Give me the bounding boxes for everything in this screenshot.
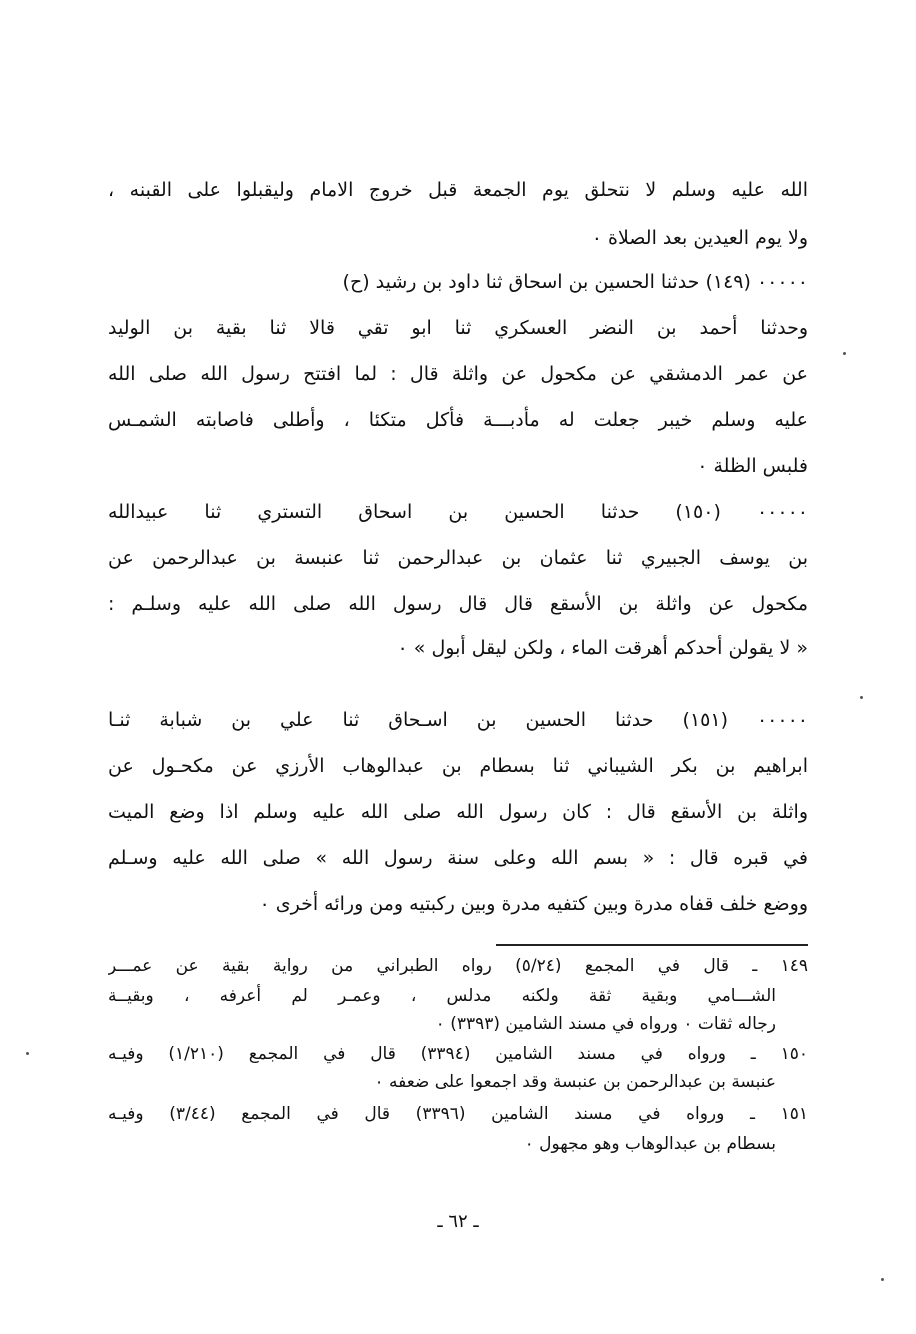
hadith-150-heading: ٠٠٠٠٠ (١٥٠) حدثنا الحسين بن اسحاق التستري ثنا عبيدالله — [108, 501, 808, 523]
footnote-line: رجاله ثقات ٠ ورواه في مسند الشامين (٣٣٩٣) ٠ — [435, 1014, 776, 1034]
scan-speck — [881, 1278, 884, 1281]
text-line: عن عمر الدمشقي عن مكحول عن واثلة قال : لما افتتح رسول الله صلى الله — [108, 363, 808, 385]
text-line: الله عليه وسلم لا نتحلق يوم الجمعة قبل خروج الامام وليقبلوا على القبنه ، — [108, 179, 808, 201]
text-line: فلبس الظلة ٠ — [697, 455, 808, 477]
footnote-line: عنبسة بن عبدالرحمن بن عنبسة وقد اجمعوا على ضعفه ٠ — [374, 1072, 776, 1092]
footnote-separator — [496, 944, 808, 946]
footnote-line: ١٥١ ـ ورواه في مسند الشامين (٣٣٩٦) قال في المجمع (٣/٤٤) وفيـه — [108, 1104, 808, 1124]
text-line: مكحول عن واثلة بن الأسقع قال قال رسول الله صلى الله عليه وسلـم : — [108, 593, 808, 615]
text-line: في قبره قال : « بسم الله وعلى سنة رسول الله » صلى الله عليه وسـلم — [108, 847, 808, 869]
text-line: « لا يقولن أحدكم أهرقت الماء ، ولكن ليقل أبول » ٠ — [397, 637, 808, 659]
hadith-149-heading: ٠٠٠٠٠ (١٤٩) حدثنا الحسين بن اسحاق ثنا داود بن رشيد (ح) — [342, 271, 808, 293]
footnote-line: الشـــامي وبقية ثقة ولكنه مدلس ، وعمـر لم أعرفه ، وبقيــة — [108, 986, 776, 1006]
footnote-line: ١٤٩ ـ قال في المجمع (٥/٢٤) رواه الطبراني من رواية بقية عن عمـــر — [108, 956, 808, 976]
text-line: وحدثنا أحمد بن النضر العسكري ثنا ابو تقي قالا ثنا بقية بن الوليد — [108, 317, 808, 339]
text-line: بن يوسف الجبيري ثنا عثمان بن عبدالرحمن ثنا عنبسة بن عبدالرحمن عن — [108, 547, 808, 569]
page-number: ـ ٦٢ ـ — [437, 1211, 479, 1232]
text-line: عليه وسلم خيبر جعلت له مأدبـــة فأكل متكئا ، وأطلى فاصابته الشمـس — [108, 409, 808, 431]
footnote-line: بسطام بن عبدالوهاب وهو مجهول ٠ — [524, 1134, 776, 1154]
footnote-line: ١٥٠ ـ ورواه في مسند الشامين (٣٣٩٤) قال في المجمع (١/٢١٠) وفيـه — [108, 1044, 808, 1064]
scan-speck — [860, 696, 863, 699]
scan-speck — [26, 1052, 29, 1055]
hadith-151-heading: ٠٠٠٠٠ (١٥١) حدثنا الحسين بن اسـحاق ثنا علي بن شبابة ثنـا — [108, 709, 808, 731]
text-line: ووضع خلف قفاه مدرة وبين كتفيه مدرة وبين ركبتيه ومن ورائه أخرى ٠ — [259, 893, 808, 915]
text-line: ابراهيم بن بكر الشيباني ثنا بسطام بن عبدالوهاب الأرزي عن مكحـول عن — [108, 755, 808, 777]
text-line: واثلة بن الأسقع قال : كان رسول الله صلى الله عليه وسلم اذا وضع الميت — [108, 801, 808, 823]
scan-speck — [843, 352, 846, 355]
text-line: ولا يوم العيدين بعد الصلاة ٠ — [591, 227, 808, 249]
